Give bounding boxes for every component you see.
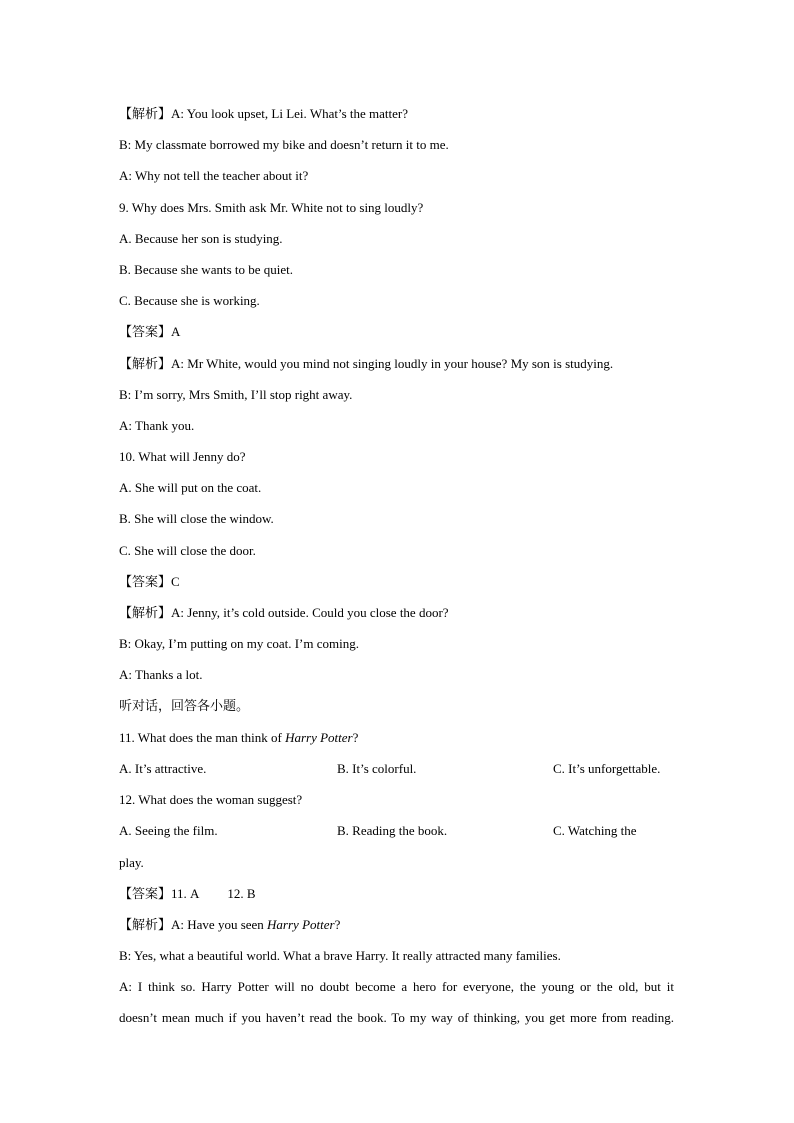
options-11: [119, 753, 679, 784]
section-instruction: 听对话，回答各小题。: [119, 698, 250, 714]
dialogue-line: doesn’t mean much if you haven’t read the book. To my way of thinking, you get more from reading.: [119, 1010, 674, 1026]
answer-value: C: [171, 573, 180, 589]
question-12: 12. What does the woman suggest?: [119, 792, 303, 808]
option-9a: A. Because her son is studying.: [119, 230, 283, 246]
answer-tag: 【答案】: [119, 574, 172, 590]
book-title: Harry Potter: [285, 729, 353, 745]
answer-tag: 【答案】: [119, 886, 172, 902]
answer-tag: 【答案】: [119, 325, 172, 341]
options-12: [119, 815, 679, 846]
dialogue-line: A: Thanks a lot.: [119, 667, 203, 683]
question-9: 9. Why does Mrs. Smith ask Mr. White not to sing loudly?: [119, 199, 424, 215]
option-10b: B. She will close the window.: [119, 511, 274, 527]
question-10: 10. What will Jenny do?: [119, 449, 246, 465]
analysis-tag: 【解析】: [119, 606, 172, 621]
dialogue-line: B: I’m sorry, Mrs Smith, I’ll stop right away.: [119, 386, 353, 402]
option-12c-continued: play.: [119, 854, 144, 870]
dialogue-text: A: Have you seen: [171, 916, 268, 932]
analysis-tag: 【解析】: [119, 107, 172, 122]
question-mark: ?: [334, 916, 341, 932]
option-10a: A. She will put on the coat.: [119, 480, 262, 496]
analysis-line-11-12: [119, 909, 679, 940]
question-mark: ?: [352, 729, 359, 745]
dialogue-text: A: Jenny, it’s cold outside. Could you close the door?: [171, 605, 449, 620]
option-12a: A. Seeing the film.: [119, 823, 218, 839]
book-title: Harry Potter: [267, 916, 335, 932]
document-content: [119, 98, 679, 1034]
option-12c: C. Watching the: [553, 823, 637, 839]
answer-line-10: [119, 566, 679, 597]
option-9b: B. Because she wants to be quiet.: [119, 261, 294, 277]
option-11b: B. It’s colorful.: [337, 760, 417, 776]
option-11a: A. It’s attractive.: [119, 760, 207, 776]
dialogue-line: B: Okay, I’m putting on my coat. I’m coming.: [119, 636, 359, 652]
answer-11: 11. A: [171, 885, 200, 901]
dialogue-text: A: You look upset, Li Lei. What’s the matter?: [171, 106, 408, 121]
dialogue-line: B: My classmate borrowed my bike and doesn’t return it to me.: [119, 137, 449, 153]
question-text: 11. What does the man think of: [119, 729, 286, 745]
dialogue-text: A: Mr White, would you mind not singing loudly in your house? My son is studying.: [171, 355, 614, 371]
dialogue-line: B: Yes, what a beautiful world. What a brave Harry. It really attracted many families.: [119, 948, 561, 964]
answer-value: A: [171, 324, 181, 340]
analysis-tag: 【解析】: [119, 917, 172, 933]
dialogue-line: A: I think so. Harry Potter will no doubt become a hero for everyone, the young or the old, but it: [119, 979, 674, 995]
answer-12: 12. B: [227, 885, 256, 901]
dialogue-line: A: Thank you.: [119, 417, 195, 433]
answer-line-9: [119, 316, 679, 347]
option-10c: C. She will close the door.: [119, 542, 256, 558]
analysis-line-10: [119, 597, 679, 628]
dialogue-line: A: Why not tell the teacher about it?: [119, 168, 309, 184]
option-11c: C. It’s unforgettable.: [553, 760, 661, 776]
option-12b: B. Reading the book.: [337, 823, 448, 839]
analysis-tag: 【解析】: [119, 356, 172, 372]
analysis-line-9: [119, 348, 679, 379]
question-11: [119, 722, 679, 753]
answer-line-11-12: [119, 878, 679, 909]
analysis-line: [119, 98, 679, 129]
option-9c: C. Because she is working.: [119, 293, 260, 309]
